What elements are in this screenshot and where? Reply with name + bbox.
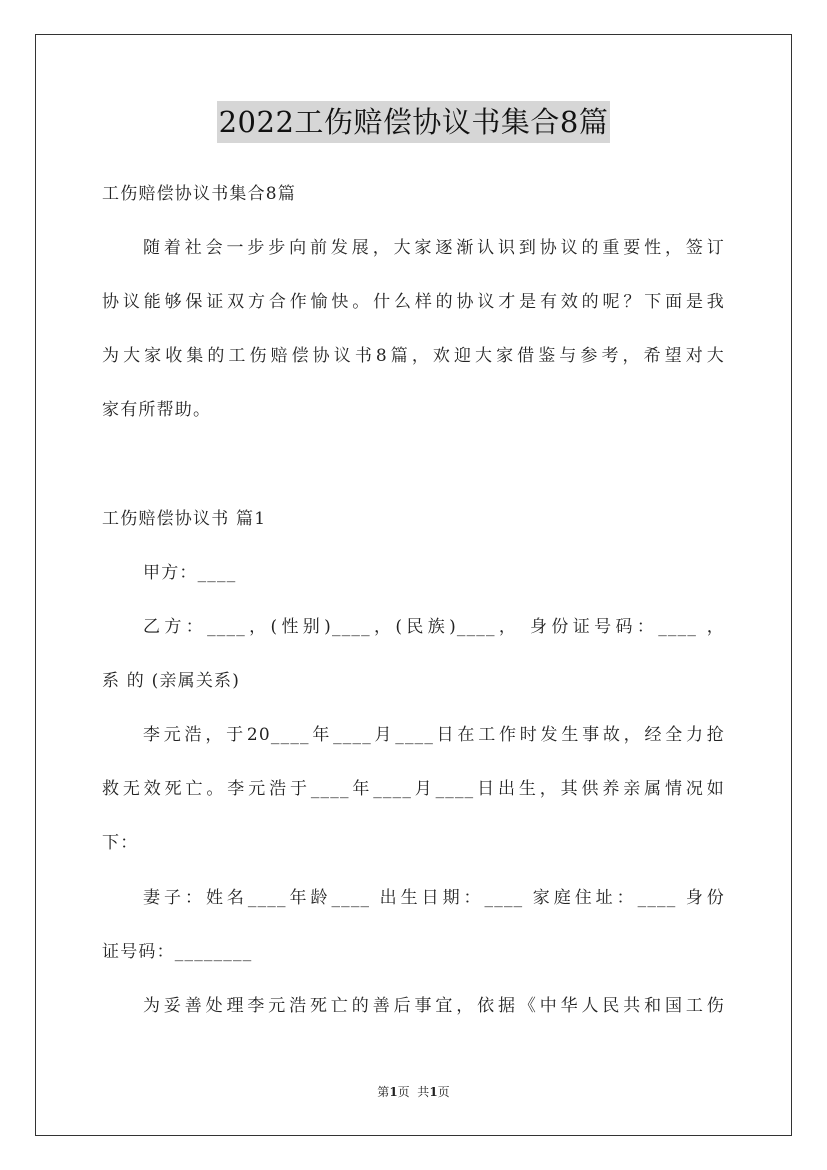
intro-line-4: 家有所帮助。: [102, 400, 212, 420]
spouse-line-2: 证号码：________: [102, 942, 253, 962]
footer-mid: 页 共: [397, 1085, 430, 1099]
document-title: 2022工伤赔偿协议书集合8篇: [217, 101, 611, 143]
title-container: [0, 101, 827, 143]
document-subtitle: 工伤赔偿协议书集合8篇: [102, 184, 297, 204]
party-a-line: 甲方：____: [143, 563, 237, 583]
section-heading: 工伤赔偿协议书 篇1: [102, 509, 267, 529]
footer-page-total: 1: [429, 1085, 438, 1099]
footer-suffix: 页: [437, 1085, 450, 1099]
intro-line-1: 随着社会一步步向前发展，大家逐渐认识到协议的重要性，签订: [143, 238, 725, 258]
party-b-line-2: 系 的 (亲属关系): [102, 671, 241, 691]
closing-line: 为妥善处理李元浩死亡的善后事宜，依据《中华人民共和国工伤: [143, 996, 725, 1016]
spouse-line-1: 妻子：姓名____年龄____ 出生日期：____ 家庭住址：____ 身份: [143, 888, 725, 908]
accident-line-2: 救无效死亡。李元浩于____年____月____日出生，其供养亲属情况如: [102, 779, 725, 799]
footer-page-current: 1: [389, 1085, 398, 1099]
footer-prefix: 第: [377, 1085, 390, 1099]
accident-line-1: 李元浩，于20____年____月____日在工作时发生事故，经全力抢: [143, 725, 725, 745]
accident-line-3: 下：: [102, 833, 139, 853]
party-b-line-1: 乙方：____，(性别)____，(民族)____， 身份证号码：____ ，: [143, 617, 725, 637]
intro-line-2: 协议能够保证双方合作愉快。什么样的协议才是有效的呢？下面是我: [102, 292, 725, 312]
intro-line-3: 为大家收集的工伤赔偿协议书8篇，欢迎大家借鉴与参考，希望对大: [102, 346, 725, 366]
page-footer: [0, 1084, 827, 1100]
